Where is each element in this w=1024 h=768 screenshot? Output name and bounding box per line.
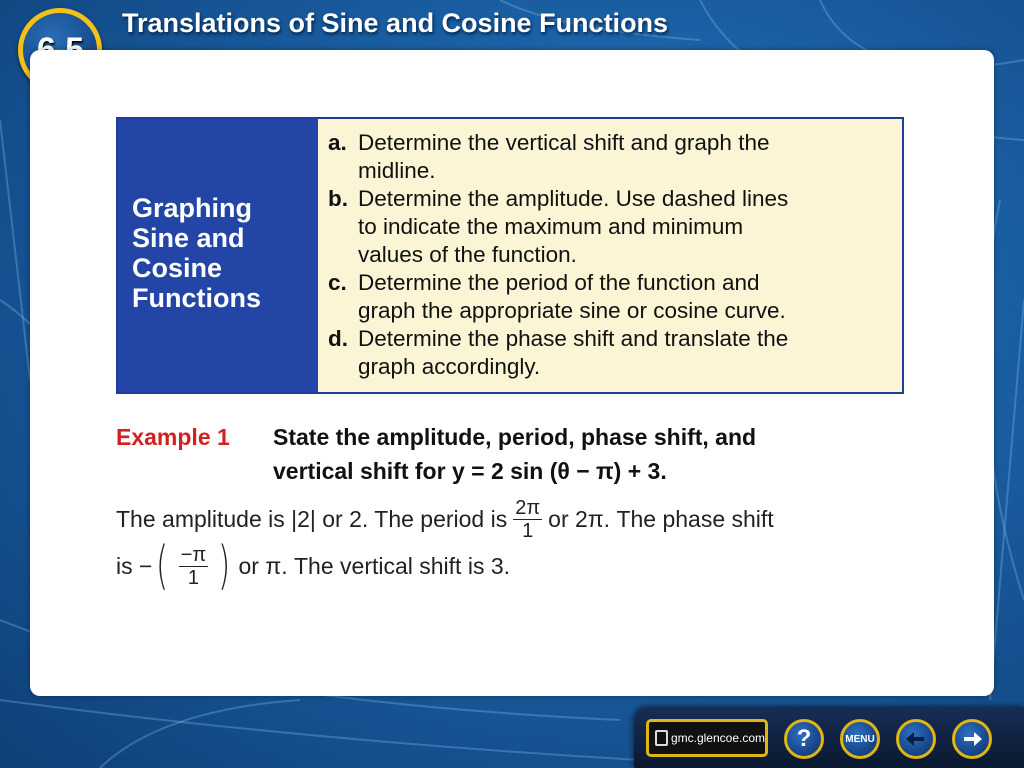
menu-button[interactable]: [840, 719, 880, 759]
example-prompt: State the amplitude, period, phase shift, and vertical shift for y = 2 sin (θ − π) + 3.: [273, 424, 757, 484]
menu-icon: MENU: [845, 733, 875, 745]
example-label: Example 1: [116, 424, 230, 450]
phase-fraction: $\frac{-\pi}{1}$: [180, 543, 207, 589]
concept-box: [116, 117, 904, 394]
example-1: [116, 420, 873, 488]
example-equation: y = 2 sin (θ − π) + 3.: [451, 458, 667, 484]
answer-line-1: The amplitude is |2| or 2. The period is $\frac{2\pi}{1}$ or 2π. The phase shift: [116, 497, 774, 542]
concept-heading: Graphing Sine and Cosine Functions: [118, 119, 318, 392]
help-button[interactable]: [784, 719, 824, 759]
computer-icon: [655, 730, 668, 746]
arrow-right-icon: [960, 727, 984, 751]
answer-line-2: is − ( $\frac{-\pi}{1}$ ) or π. The vertical shift is 3.: [116, 536, 511, 596]
website-button[interactable]: gmc.glencoe.com: [646, 719, 768, 757]
forward-button[interactable]: [952, 719, 992, 759]
back-button[interactable]: [896, 719, 936, 759]
step-d: d. Determine the phase shift and translate the graph accordingly.: [328, 326, 789, 379]
page-title: Translations of Sine and Cosine Functions: [122, 8, 669, 38]
period-fraction: $\frac{2\pi}{1}$: [515, 497, 541, 542]
step-c: c. Determine the period of the function and graph the appropriate sine or cosine curve.: [328, 270, 786, 323]
step-a: a. Determine the vertical shift and graph the midline.: [328, 130, 770, 183]
question-icon: ?: [796, 725, 812, 752]
arrow-left-icon: [904, 727, 928, 751]
right-paren: ): [218, 536, 231, 596]
navigation-bar: [634, 707, 1024, 768]
concept-steps: [318, 119, 902, 392]
left-paren: (: [156, 536, 169, 596]
step-b: b. Determine the amplitude. Use dashed lines to indicate the maximum and minimum values of the function.: [328, 186, 789, 267]
